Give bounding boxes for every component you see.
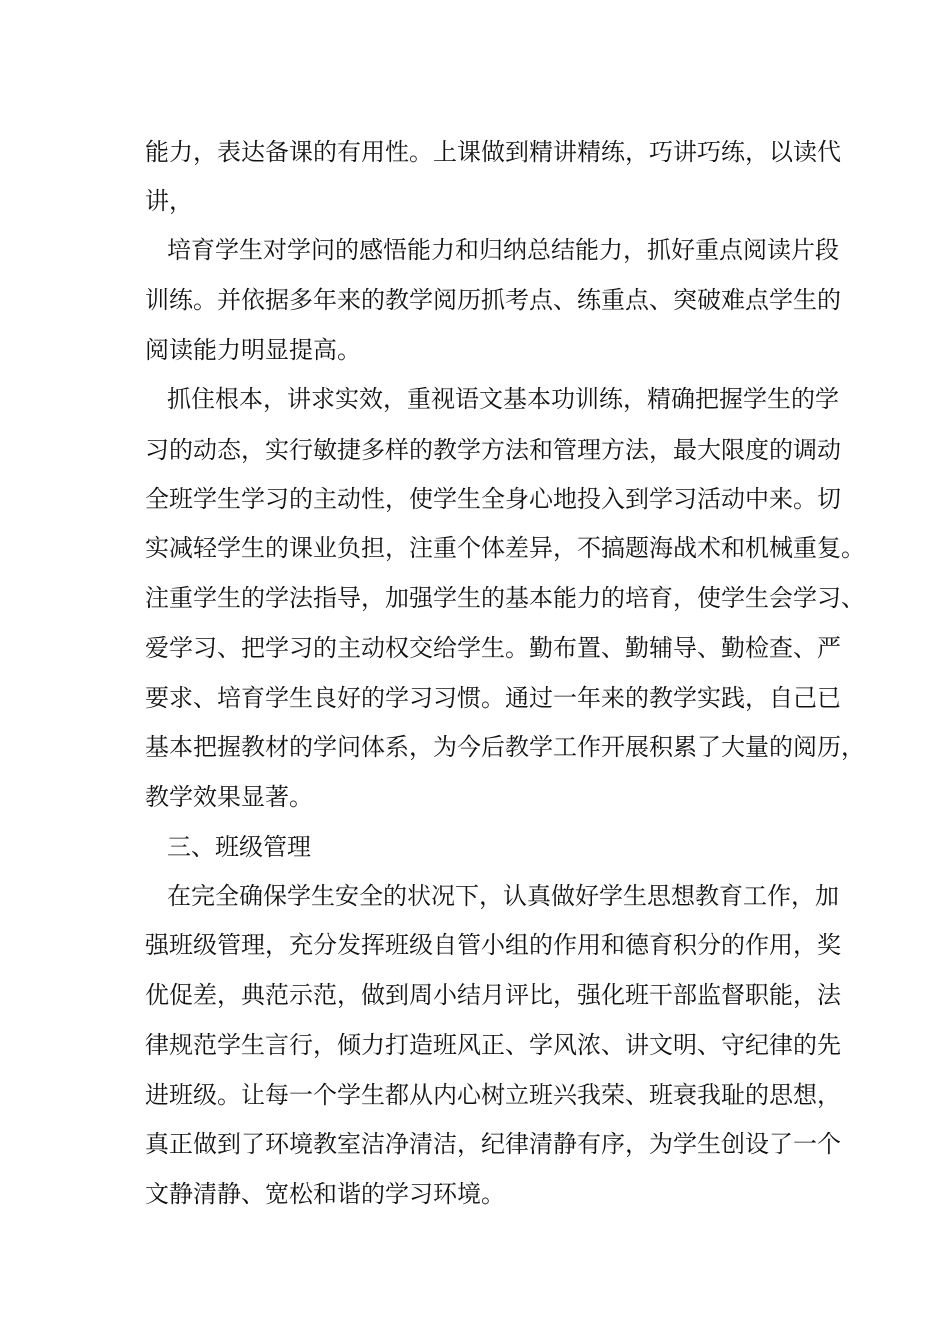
text-line: 律规范学生言行，倾力打造班风正、学风浓、讲文明、守纪律的先 — [145, 1031, 841, 1059]
text-line: 优促差，典范示范，做到周小结月评比，强化班干部监督职能，法 — [145, 981, 841, 1009]
paragraph-start-line: 抓住根本，讲求实效，重视语文基本功训练，精确把握学生的学 — [167, 385, 839, 413]
text-line: 文静清静、宽松和谐的学习环境。 — [145, 1180, 505, 1208]
text-line: 训练。并依据多年来的教学阅历抓考点、练重点、突破难点学生的 — [145, 286, 841, 314]
text-line: 进班级。让每一个学生都从内心树立班兴我荣、班衰我耻的思想， — [145, 1081, 841, 1109]
text-line: 真正做到了环境教室洁净清洁，纪律清静有序，为学生创设了一个 — [145, 1130, 841, 1158]
text-line: 教学效果显著。 — [145, 783, 313, 811]
text-line: 实减轻学生的课业负担，注重个体差异，不搞题海战术和机械重复。 — [145, 534, 865, 562]
text-line: 爱学习、把学习的主动权交给学生。勤布置、勤辅导、勤检查、严 — [145, 634, 841, 662]
text-line: 强班级管理，充分发挥班级自管小组的作用和德育积分的作用，奖 — [145, 931, 841, 959]
section-heading: 三、班级管理 — [167, 833, 311, 861]
text-line: 阅读能力明显提高。 — [145, 336, 361, 364]
text-line: 讲， — [145, 187, 193, 215]
paragraph-start-line: 培育学生对学问的感悟能力和归纳总结能力，抓好重点阅读片段 — [167, 236, 839, 264]
paragraph-start-line: 在完全确保学生安全的状况下，认真做好学生思想教育工作，加 — [167, 882, 839, 910]
text-line: 注重学生的学法指导，加强学生的基本能力的培育，使学生会学习、 — [145, 584, 865, 612]
text-line: 全班学生学习的主动性，使学生全身心地投入到学习活动中来。切 — [145, 485, 841, 513]
text-line: 能力，表达备课的有用性。上课做到精讲精练，巧讲巧练，以读代 — [145, 138, 841, 166]
text-line: 习的动态，实行敏捷多样的教学方法和管理方法，最大限度的调动 — [145, 436, 841, 464]
text-line: 要求、培育学生良好的学习习惯。通过一年来的教学实践，自己已 — [145, 684, 841, 712]
text-line: 基本把握教材的学问体系，为今后教学工作开展积累了大量的阅历， — [145, 733, 865, 761]
